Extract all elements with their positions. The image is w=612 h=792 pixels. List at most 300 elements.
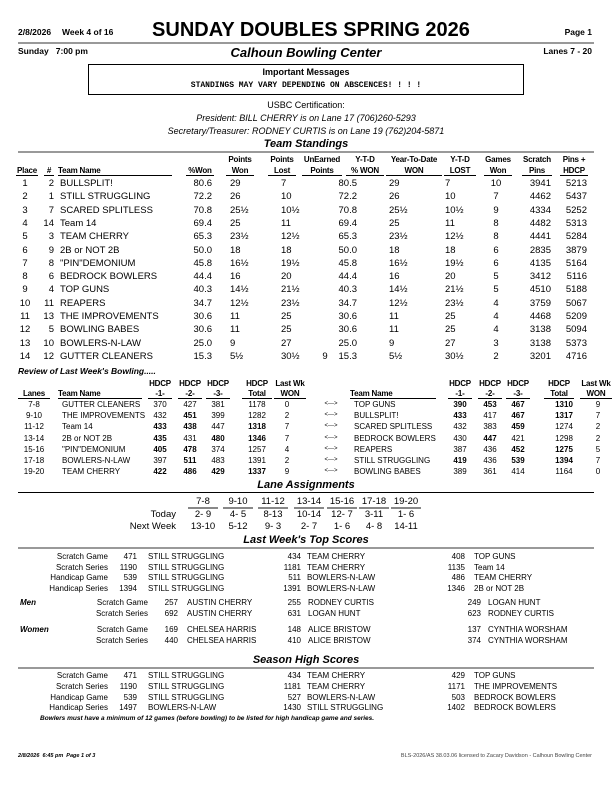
- footer-print-info: 2/8/2026 6:45 pm Page 1 of 3: [18, 753, 96, 759]
- cell-points-won: 12½: [230, 297, 249, 309]
- usbc-certification: USBC Certification:: [267, 100, 345, 110]
- top-women-score: 137: [467, 625, 481, 634]
- top-team-score: 1346: [447, 584, 465, 594]
- vs-arrow: <--->: [324, 401, 338, 407]
- cell-pins-hdcp: 5116: [566, 271, 587, 283]
- header-points-won-top: Points: [228, 155, 252, 164]
- cell-ytd-won: 14½: [389, 284, 408, 296]
- cell-ytd-lost: 19½: [445, 257, 464, 269]
- cell-scratch-pins: 4510: [529, 284, 551, 296]
- cell-scratch-pins: 4468: [529, 311, 551, 322]
- review-left-game1: 435: [153, 433, 167, 443]
- review-left-total: 1318: [248, 422, 266, 432]
- review-left-team-name: THE IMPROVEMENTS: [62, 411, 146, 421]
- review-left-game2: 427: [183, 400, 197, 409]
- top-team-score: 471: [123, 552, 137, 561]
- cell-ytd-pct-won: 40.3: [338, 284, 357, 296]
- cell-team-name: "PIN"DEMONIUM: [60, 257, 136, 269]
- top-men-score: 623: [467, 609, 481, 618]
- season-high-name: STILL STRUGGLING: [148, 692, 225, 702]
- cell-team-number: 14: [43, 217, 54, 229]
- cell-games-won: 5: [493, 271, 499, 283]
- cell-scratch-pins: 4334: [529, 204, 551, 216]
- top-men-name: LOGAN HUNT: [308, 609, 361, 618]
- cell-points-lost: 19½: [281, 257, 300, 269]
- cell-scratch-pins: 3138: [529, 337, 551, 349]
- review-right-game2: 383: [483, 422, 497, 432]
- standings-rule: [18, 151, 594, 153]
- review-right-total: 1275: [555, 444, 573, 454]
- cell-pins-hdcp: 5213: [565, 178, 587, 189]
- cell-points-won: 29: [230, 178, 241, 189]
- header-unearned-points-top: UnEarned: [303, 155, 341, 164]
- season-high-score: 471: [123, 671, 137, 680]
- secretary-info: Secretary/Treasurer: RODNEY CURTIS is on Lane 19 (762)204-5871: [167, 126, 445, 136]
- cell-ytd-lost: 27: [445, 337, 456, 349]
- cell-scratch-pins: 3941: [529, 178, 551, 189]
- review-left-total: 1282: [248, 411, 266, 421]
- review-header-right-game3-top: HDCP: [507, 379, 529, 388]
- review-header-right-game2-top: HDCP: [479, 379, 501, 388]
- review-right-game3: 452: [511, 444, 525, 454]
- header-unearned-points: Points: [302, 166, 342, 176]
- review-left-game2: 438: [183, 422, 197, 432]
- top-women-name: CYNTHIA WORSHAM: [488, 636, 568, 645]
- cell-ytd-pct-won: 30.6: [338, 311, 357, 322]
- review-left-team-name: TEAM CHERRY: [62, 467, 121, 477]
- season-high-label: Handicap Game: [50, 692, 108, 702]
- cell-pct-won: 65.3: [193, 231, 212, 243]
- cell-points-won: 5½: [230, 350, 244, 362]
- review-right-total: 1310: [555, 400, 573, 409]
- important-messages-box: [88, 64, 524, 95]
- review-left-game3: 374: [211, 444, 225, 454]
- review-left-game3: 447: [211, 422, 225, 432]
- lane-assignments-rule: [18, 492, 594, 493]
- next-week-matchup: 14-11: [394, 521, 418, 532]
- review-left-total: 1257: [248, 444, 266, 454]
- header-ytd-lost: LOST: [444, 166, 476, 176]
- president-info: President: BILL CHERRY is on Lane 17 (706)260-5293: [196, 113, 416, 123]
- review-title: Review of Last Week's Bowling.....: [18, 366, 156, 376]
- today-matchup: 2- 9: [194, 509, 212, 520]
- today-matchup: 1- 6: [397, 509, 415, 520]
- cell-pins-hdcp: 5188: [565, 284, 587, 296]
- cell-place: 14: [19, 350, 31, 362]
- cell-scratch-pins: 4135: [529, 257, 551, 269]
- header-ytd-won: WON: [386, 166, 442, 176]
- review-left-won: 2: [284, 411, 290, 421]
- cell-place: 8: [22, 271, 28, 283]
- review-header-left-game3: -3-: [206, 389, 230, 399]
- next-week-matchup: 1- 6: [333, 521, 351, 532]
- review-left-won: 7: [284, 422, 290, 432]
- top-team-score: 1190: [119, 562, 137, 572]
- top-men-name: LOGAN HUNT: [488, 598, 541, 607]
- review-right-game2: 417: [483, 411, 497, 421]
- season-high-label: Handicap Series: [49, 703, 108, 713]
- review-left-game2: 486: [183, 467, 197, 477]
- review-left-won: 0: [284, 400, 290, 409]
- cell-games-won: 6: [493, 257, 499, 269]
- cell-team-name: TEAM CHERRY: [60, 231, 129, 243]
- standings-row: [0, 205, 612, 217]
- cell-ytd-lost: 23½: [445, 297, 464, 309]
- review-right-game1: 430: [453, 433, 467, 443]
- cell-pct-won: 34.7: [193, 297, 212, 309]
- cell-ytd-pct-won: 72.2: [338, 191, 357, 203]
- next-week-matchup: 5-12: [228, 521, 248, 532]
- review-left-lanes: 7-8: [28, 400, 40, 409]
- cell-points-lost: 7: [281, 178, 287, 189]
- cell-points-lost: 12½: [281, 231, 300, 243]
- standings-title: Team Standings: [263, 138, 349, 150]
- next-week-matchup: 13-10: [190, 521, 216, 532]
- cell-scratch-pins: 4441: [529, 231, 551, 243]
- season-high-name: TOP GUNS: [474, 671, 516, 680]
- review-left-won: 2: [284, 456, 290, 465]
- review-right-game1: 387: [453, 444, 467, 454]
- week-indicator: Week 4 of 16: [62, 27, 114, 37]
- header-ytd-lost-top: Y-T-D: [450, 155, 470, 164]
- cell-ytd-won: 9: [389, 337, 395, 349]
- cell-pins-hdcp: 3879: [565, 244, 587, 256]
- top-men-score: 692: [164, 609, 178, 618]
- review-left-won: 4: [284, 444, 290, 454]
- header-pct-won: %Won: [186, 166, 214, 176]
- season-high-name: BEDROCK BOWLERS: [474, 692, 556, 702]
- review-right-won: 7: [595, 411, 601, 421]
- review-left-lanes: 19-20: [23, 467, 45, 477]
- review-header-left-game1-top: HDCP: [149, 379, 171, 388]
- top-team-name: 2B or NOT 2B: [474, 584, 525, 594]
- cell-ytd-lost: 25: [445, 311, 456, 322]
- top-men-label: Scratch Series: [95, 609, 148, 618]
- cell-pct-won: 30.6: [193, 324, 212, 336]
- review-right-won: 2: [595, 422, 601, 432]
- cell-pct-won: 50.0: [193, 244, 212, 256]
- header-team-number: #: [44, 166, 54, 176]
- lane-pair-header: 7-8: [188, 496, 218, 509]
- header-place: Place: [17, 166, 37, 175]
- cell-pct-won: 72.2: [193, 191, 212, 203]
- today-label: Today: [150, 509, 176, 520]
- cell-points-won: 25½: [230, 204, 249, 216]
- review-header-left-total: Total: [242, 389, 272, 399]
- report-date: 2/8/2026: [18, 27, 52, 37]
- cell-ytd-lost: 12½: [445, 231, 464, 243]
- next-week-matchup: 4- 8: [365, 521, 383, 532]
- review-header-left-won: WON: [274, 389, 306, 399]
- cell-pct-won: 69.4: [193, 217, 212, 229]
- review-left-game1: 405: [153, 444, 167, 454]
- review-right-total: 1274: [555, 422, 573, 432]
- cell-place: 12: [19, 324, 31, 336]
- footer-license: BLS-2026/AS 38.03.06 licensed to Zacary Davidson - Calhoun Bowling Center: [400, 753, 592, 759]
- review-left-game2: 478: [183, 444, 197, 454]
- cell-scratch-pins: 4462: [529, 191, 551, 203]
- review-right-game3: 414: [511, 467, 525, 477]
- cell-points-lost: 27: [281, 337, 292, 349]
- next-week-label: Next Week: [129, 521, 176, 532]
- season-high-score: 429: [451, 671, 465, 680]
- review-header-right-game2: -2-: [478, 389, 502, 399]
- cell-pct-won: 44.4: [193, 271, 212, 283]
- cell-games-won: 4: [493, 324, 499, 336]
- header-points-won: Won: [226, 166, 254, 176]
- cell-place: 1: [22, 178, 28, 189]
- cell-ytd-lost: 20: [445, 271, 456, 283]
- lane-assignments-title: Lane Assignments: [257, 479, 355, 491]
- season-high-rule: [18, 667, 594, 669]
- cell-pct-won: 25.0: [193, 337, 212, 349]
- cell-points-lost: 11: [281, 217, 291, 229]
- review-right-game3: 421: [511, 433, 525, 443]
- top-team-score: 1135: [447, 562, 465, 572]
- review-left-team-name: 2B or NOT 2B: [62, 433, 113, 443]
- top-team-score: 434: [287, 552, 301, 561]
- review-left-team-name: GUTTER CLEANERS: [62, 400, 141, 409]
- review-right-team-name: STILL STRUGGLING: [354, 456, 431, 465]
- season-high-label: Scratch Series: [55, 681, 108, 691]
- vs-arrow: <--->: [324, 445, 338, 452]
- cell-ytd-pct-won: 65.3: [338, 231, 357, 243]
- cell-team-name: GUTTER CLEANERS: [60, 350, 153, 362]
- cell-team-number: 11: [44, 297, 54, 309]
- cell-pins-hdcp: 5164: [565, 257, 587, 269]
- top-women-label: Scratch Series: [95, 636, 148, 645]
- today-matchup: 12- 7: [331, 509, 353, 520]
- cell-pins-hdcp: 5284: [565, 231, 587, 243]
- cell-team-number: 7: [48, 204, 54, 216]
- top-team-name: BOWLERS-N-LAW: [307, 573, 376, 583]
- cell-pins-hdcp: 5313: [565, 217, 587, 229]
- cell-place: 2: [22, 191, 28, 203]
- review-header-left-team-name: Team Name: [58, 389, 142, 399]
- review-right-won: 9: [595, 400, 601, 409]
- review-right-team-name: REAPERS: [354, 444, 393, 454]
- cell-team-number: 1: [48, 191, 54, 203]
- top-men-name: RODNEY CURTIS: [488, 609, 554, 618]
- review-right-team-name: BOWLING BABES: [354, 467, 421, 477]
- review-left-lanes: 11-12: [24, 422, 44, 432]
- cell-ytd-won: 12½: [389, 297, 408, 309]
- review-right-game2: 453: [483, 400, 497, 409]
- review-header-right-won-top: Last Wk: [581, 379, 611, 388]
- cell-team-number: 4: [48, 284, 54, 296]
- standings-row: [0, 298, 612, 310]
- cell-ytd-pct-won: 34.7: [338, 297, 357, 309]
- review-right-team-name: TOP GUNS: [354, 400, 396, 409]
- review-left-game2: 431: [183, 433, 197, 443]
- review-header-right-game3: -3-: [506, 389, 530, 399]
- cell-scratch-pins: 3201: [529, 350, 551, 362]
- review-right-total: 1164: [555, 467, 573, 477]
- review-header-left-lanes: Lanes: [18, 389, 50, 399]
- review-right-team-name: BEDROCK BOWLERS: [354, 433, 436, 443]
- standings-row: [0, 324, 612, 336]
- cell-team-name: BULLSPLIT!: [60, 178, 113, 189]
- next-week-matchup: 9- 3: [264, 521, 282, 532]
- cell-team-number: 6: [48, 271, 54, 283]
- cell-ytd-won: 25½: [389, 204, 408, 216]
- review-left-game3: 399: [211, 411, 225, 421]
- cell-pct-won: 80.6: [193, 178, 212, 189]
- cell-games-won: 4: [493, 297, 499, 309]
- cell-points-lost: 10½: [281, 204, 300, 216]
- review-header-right-total: Total: [544, 389, 574, 399]
- review-right-won: 7: [595, 456, 601, 465]
- header-games-won: Won: [484, 166, 512, 176]
- header-ytd-won-top: Year-To-Date: [390, 155, 438, 164]
- top-team-score: 1391: [283, 584, 301, 594]
- top-men-name: RODNEY CURTIS: [308, 598, 374, 607]
- header-points-lost-top: Points: [270, 155, 294, 164]
- cell-points-lost: 25: [281, 324, 292, 336]
- cell-pct-won: 40.3: [193, 284, 212, 296]
- review-header-left-game2-top: HDCP: [179, 379, 201, 388]
- women-label: Women: [20, 625, 49, 634]
- season-high-title: Season High Scores: [252, 654, 360, 666]
- review-left-total: 1346: [248, 433, 266, 443]
- cell-team-name: REAPERS: [60, 297, 106, 309]
- review-right-game1: 390: [453, 400, 467, 409]
- cell-ytd-pct-won: 30.6: [338, 324, 357, 336]
- cell-games-won: 6: [493, 244, 499, 256]
- review-left-team-name: BOWLERS-N-LAW: [62, 456, 131, 465]
- review-right-team-name: BULLSPLIT!: [354, 411, 399, 421]
- review-left-game3: 480: [211, 433, 225, 443]
- review-left-lanes: 9-10: [25, 411, 42, 421]
- cell-points-won: 9: [230, 337, 236, 349]
- review-left-game3: 429: [211, 467, 225, 477]
- top-team-score: 539: [123, 573, 137, 583]
- header-ytd-pct-won-top: Y-T-D: [355, 155, 375, 164]
- review-header-right-won: WON: [580, 389, 612, 399]
- cell-unearned-points: 9: [322, 350, 328, 362]
- cell-place: 11: [20, 311, 30, 322]
- top-men-score: 255: [287, 598, 301, 607]
- top-men-score: 249: [467, 598, 481, 607]
- today-matchup: 4- 5: [229, 509, 247, 520]
- top-team-name: STILL STRUGGLING: [148, 552, 225, 561]
- review-header-right-total-top: HDCP: [548, 379, 570, 388]
- cell-points-won: 11: [230, 324, 240, 336]
- review-left-team-name: Team 14: [62, 422, 93, 432]
- review-left-won: 9: [284, 467, 290, 477]
- next-week-matchup: 2- 7: [300, 521, 318, 532]
- season-high-score: 503: [451, 692, 465, 702]
- cell-pins-hdcp: 5252: [565, 204, 587, 216]
- cell-place: 5: [22, 231, 28, 243]
- review-right-won: 0: [595, 467, 601, 477]
- review-right-team-name: SCARED SPLITLESS: [354, 422, 433, 432]
- cell-points-won: 14½: [230, 284, 249, 296]
- season-high-name: STILL STRUGGLING: [148, 671, 225, 680]
- top-women-label: Scratch Game: [96, 625, 148, 634]
- cell-scratch-pins: 2835: [529, 244, 551, 256]
- review-right-total: 1298: [555, 433, 573, 443]
- vs-arrow: <--->: [324, 434, 338, 441]
- today-matchup: 3-11: [364, 509, 384, 520]
- review-left-game1: 422: [153, 467, 167, 477]
- today-matchup: 10-14: [296, 509, 322, 520]
- season-high-name: TEAM CHERRY: [307, 671, 366, 680]
- standings-row: [0, 271, 612, 283]
- cell-ytd-pct-won: 70.8: [338, 204, 357, 216]
- cell-ytd-lost: 7: [445, 178, 451, 189]
- cell-ytd-lost: 18: [445, 244, 456, 256]
- cell-ytd-pct-won: 44.4: [338, 271, 357, 283]
- messages-title: Important Messages: [262, 67, 350, 77]
- top-women-name: CHELSEA HARRIS: [187, 636, 257, 645]
- top-team-label: Scratch Game: [56, 552, 108, 561]
- review-header-left-game2: -2-: [178, 389, 202, 399]
- page-title: SUNDAY DOUBLES SPRING 2026: [152, 19, 470, 41]
- review-header-right-game1-top: HDCP: [449, 379, 471, 388]
- review-right-game1: 432: [453, 422, 467, 432]
- review-right-game2: 436: [483, 444, 497, 454]
- cell-scratch-pins: 3759: [529, 297, 551, 309]
- season-high-name: THE IMPROVEMENTS: [474, 681, 558, 691]
- top-team-name: BOWLERS-N-LAW: [307, 584, 376, 594]
- cell-scratch-pins: 4482: [529, 217, 551, 229]
- cell-points-lost: 21½: [281, 284, 300, 296]
- standings-row: [0, 311, 612, 323]
- season-high-score: 1190: [119, 681, 137, 691]
- cell-place: 10: [19, 297, 31, 309]
- cell-place: 13: [19, 337, 31, 349]
- cell-team-number: 13: [43, 311, 54, 322]
- lanes-range: Lanes 7 - 20: [543, 46, 592, 56]
- cell-ytd-pct-won: 69.4: [338, 217, 357, 229]
- review-header-left-total-top: HDCP: [246, 379, 268, 388]
- top-women-name: ALICE BRISTOW: [308, 625, 371, 634]
- top-men-name: AUSTIN CHERRY: [187, 598, 253, 607]
- cell-ytd-pct-won: 80.5: [338, 178, 357, 189]
- header-rule: [18, 42, 594, 44]
- cell-points-lost: 23½: [281, 297, 300, 309]
- cell-ytd-lost: 10½: [445, 204, 464, 216]
- top-men-score: 631: [287, 609, 301, 618]
- top-team-score: 408: [451, 552, 465, 561]
- cell-ytd-won: 11: [389, 311, 399, 322]
- vs-arrow: <--->: [324, 457, 338, 463]
- cell-ytd-won: 11: [389, 324, 399, 336]
- cell-pct-won: 15.3: [193, 350, 212, 362]
- cell-points-won: 26: [230, 191, 241, 203]
- review-left-won: 7: [284, 433, 290, 443]
- cell-ytd-lost: 25: [445, 324, 456, 336]
- bowling-center: Calhoun Bowling Center: [230, 45, 382, 60]
- cell-games-won: 9: [493, 204, 499, 216]
- top-women-name: CYNTHIA WORSHAM: [488, 625, 568, 634]
- top-team-name: STILL STRUGGLING: [148, 584, 225, 594]
- cell-pins-hdcp: 5437: [565, 191, 587, 203]
- lane-pair-header: 11-12: [258, 496, 288, 509]
- standings-row: [0, 338, 612, 350]
- cell-ytd-lost: 11: [445, 217, 455, 229]
- lane-pair-header: 9-10: [223, 496, 253, 509]
- cell-team-name: TOP GUNS: [60, 284, 110, 296]
- cell-team-name: STILL STRUGGLING: [60, 191, 151, 203]
- season-high-name: STILL STRUGGLING: [148, 681, 225, 691]
- review-right-game3: 459: [511, 422, 525, 432]
- review-right-won: 2: [595, 433, 601, 443]
- top-women-score: 440: [164, 636, 178, 645]
- cell-games-won: 7: [493, 191, 499, 203]
- season-high-score: 539: [123, 692, 137, 702]
